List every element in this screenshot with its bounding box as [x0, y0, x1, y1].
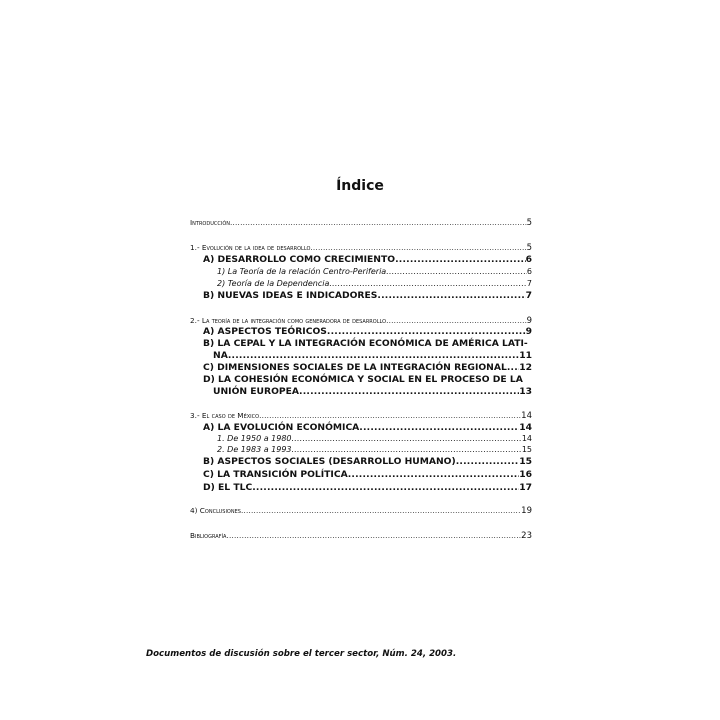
toc-entry[interactable]: B) LA CEPAL Y LA INTEGRACIÓN ECONÓMICA DE AMÉRICA LATI- [203, 338, 528, 349]
toc-entry[interactable]: C) LA TRANSICIÓN POLÍTICA ..... 16 [203, 468, 532, 481]
toc-entry[interactable]: 4) Conclusiones ..... 19 [190, 504, 532, 517]
page-title: Índice [336, 178, 384, 194]
toc-entry[interactable]: C) DIMENSIONES SOCIALES DE LA INTEGRACIÓN REGIONAL ..... 12 [203, 361, 532, 374]
toc-entry[interactable]: 2. De 1983 a 1993 ..... 15 [217, 443, 532, 456]
toc-entry[interactable]: 1) La Teoría de la relación Centro-Periferia ..... 6 [217, 265, 532, 278]
toc-entry[interactable]: 3.- El caso de México ..... 14 [190, 409, 532, 422]
footer-citation: Documentos de discusión sobre el tercer sector, Núm. 24, 2003. [146, 649, 457, 659]
toc-entry[interactable]: 1. De 1950 a 1980 ..... 14 [217, 432, 532, 445]
toc-entry[interactable]: 2) Teoría de la Dependencia ..... 7 [217, 277, 532, 290]
toc-entry[interactable]: D) EL TLC ..... 17 [203, 481, 532, 494]
toc-entry[interactable]: 1.- Evolución de la idea de desarrollo ..... 5 [190, 241, 532, 254]
toc-entry[interactable]: Introducción ..... 5 [190, 216, 532, 229]
toc-entry[interactable]: B) ASPECTOS SOCIALES (DESARROLLO HUMANO) ..... 15 [203, 455, 532, 468]
toc-entry[interactable]: A) LA EVOLUCIÓN ECONÓMICA ..... 14 [203, 421, 532, 434]
toc-entry[interactable]: A) ASPECTOS TEÓRICOS ..... 9 [203, 325, 532, 338]
toc-entry-continuation[interactable]: UNIÓN EUROPEA ..... 13 [213, 385, 532, 398]
toc-entry[interactable]: A) DESARROLLO COMO CRECIMIENTO ..... 6 [203, 253, 532, 266]
toc-entry[interactable]: D) LA COHESIÓN ECONÓMICA Y SOCIAL EN EL PROCESO DE LA [203, 374, 523, 385]
toc-entry[interactable]: 2.- La teoría de la integración como generadora de desarrollo ..... 9 [190, 314, 532, 327]
toc-entry-continuation[interactable]: NA ..... 11 [213, 349, 532, 362]
toc-entry[interactable]: B) NUEVAS IDEAS E INDICADORES ..... 7 [203, 289, 532, 302]
toc-entry[interactable]: Bibliografía ..... 23 [190, 529, 532, 542]
